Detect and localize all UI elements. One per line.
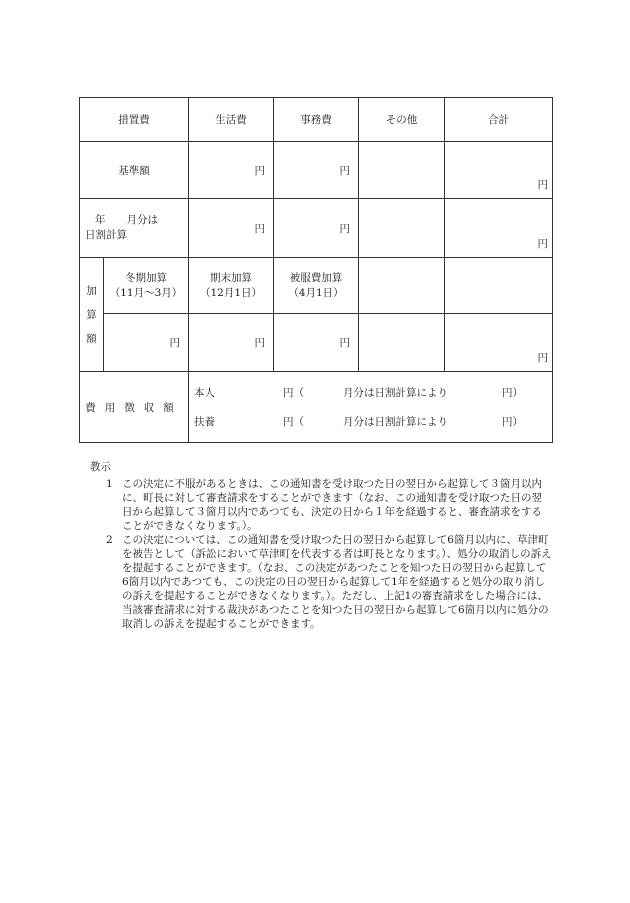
fee-fuyou-mid: 月分は日割計算により [343,416,448,428]
base-total-cell: 円 [445,142,553,199]
kasan-yearend-period: （12月1日） [199,286,263,299]
kasan-clothing-amount: 円 [274,314,359,372]
base-sonota-cell [359,142,445,199]
instruction-text-2: この決定については、この通知書を受け取つた日の翌日から起算して6箇月以内に、草津町を被告として（訴訟において草津町を代表する者は町長となります。）、処分の取消しの訴えを提起することができます。（なお、この決定があつたことを知つた日の翌日から起算して6箇月以内であつても、この決定の日の翌日から起算して1年を経過すると処分の取り消しの訴えを提起することができなくなります。）。ただし、上記1の審査請求をした場合には、当該審査請求に対する裁決があつたことを知つた日の翌日から起算して6箇月以内に処分の取消しの訴えを提起することができます。 [122,534,552,630]
kasan-total-top-cell [445,258,553,314]
kasan-winter [104,258,189,314]
kasan-clothing [274,258,359,314]
kasan-label [80,258,104,372]
monthly-jimuhi-cell: 円 [274,199,359,258]
fee-honnin-mid: 月分は日割計算により [343,387,448,399]
base-amount-label: 基準額 [80,142,189,199]
fee-fuyou-who: 扶養 [194,416,215,428]
fee-line-fuyou [189,407,552,436]
kasan-label-char-3: 額 [86,332,97,345]
instruction-number-2: 2 [106,534,113,546]
fee-fuyou-end: 円） [502,416,523,428]
instruction-item-1 [90,477,552,533]
header-jimuhi: 事務費 [274,98,359,142]
base-jimuhi-cell: 円 [274,142,359,199]
fee-fuyou-yen: 円（ [283,416,304,428]
header-row [80,98,553,142]
kasan-yearend-name: 期末加算 [210,271,252,284]
fee-line-honnin [189,378,552,407]
header-seikatsuhi: 生活費 [189,98,274,142]
fee-honnin-yen: 円（ [283,387,304,399]
kasan-amounts-row [80,314,553,372]
header-sochihi: 措置費 [80,98,189,142]
base-seikatsuhi-cell: 円 [189,142,274,199]
kasan-total-amount: 円 [445,314,553,372]
instruction-text-1: この決定に不服があるときは、この通知書を受け取つた日の翌日から起算して３箇月以内に、町長に対して審査請求をすることができます（なお、この通知書を受け取つた日の翌日から起算して３箇月以内であつても、決定の日から１年を経過すると、審査請求をすることができなくなります。）。 [122,478,542,532]
header-sonota: その他 [359,98,445,142]
monthly-label [80,199,189,258]
kasan-clothing-period: （4月1日） [288,286,344,299]
kasan-winter-period: （11月～3月） [109,286,183,299]
base-amount-row [80,142,553,199]
kasan-clothing-name: 被服費加算 [289,271,343,284]
kasan-names-row [80,258,553,314]
instructions-section [90,460,552,631]
instruction-number-1: 1 [106,478,113,490]
header-goukei: 合計 [445,98,553,142]
kasan-label-char-2: 算 [86,308,97,321]
fee-honnin-who: 本人 [194,387,215,399]
fee-detail-cell [189,372,553,443]
kasan-yearend-amount: 円 [189,314,274,372]
cost-table [79,97,553,443]
fee-row [80,372,553,443]
kasan-empty-cell [359,258,445,314]
monthly-seikatsuhi-cell: 円 [189,199,274,258]
monthly-total-cell: 円 [445,199,553,258]
fee-honnin-end: 円） [502,387,523,399]
instruction-item-2 [90,533,552,631]
kasan-empty-amount [359,314,445,372]
monthly-sonota-cell [359,199,445,258]
kasan-label-char-1: 加 [86,284,97,297]
kasan-winter-amount: 円 [104,314,189,372]
monthly-label-line1: 年 月分は [95,214,158,226]
fee-label: 費用徴収額 [80,372,189,443]
kasan-yearend [189,258,274,314]
instructions-heading: 教示 [90,461,111,473]
monthly-row [80,199,553,258]
kasan-winter-name: 冬期加算 [125,271,167,284]
monthly-label-line2: 日割計算 [85,229,127,241]
